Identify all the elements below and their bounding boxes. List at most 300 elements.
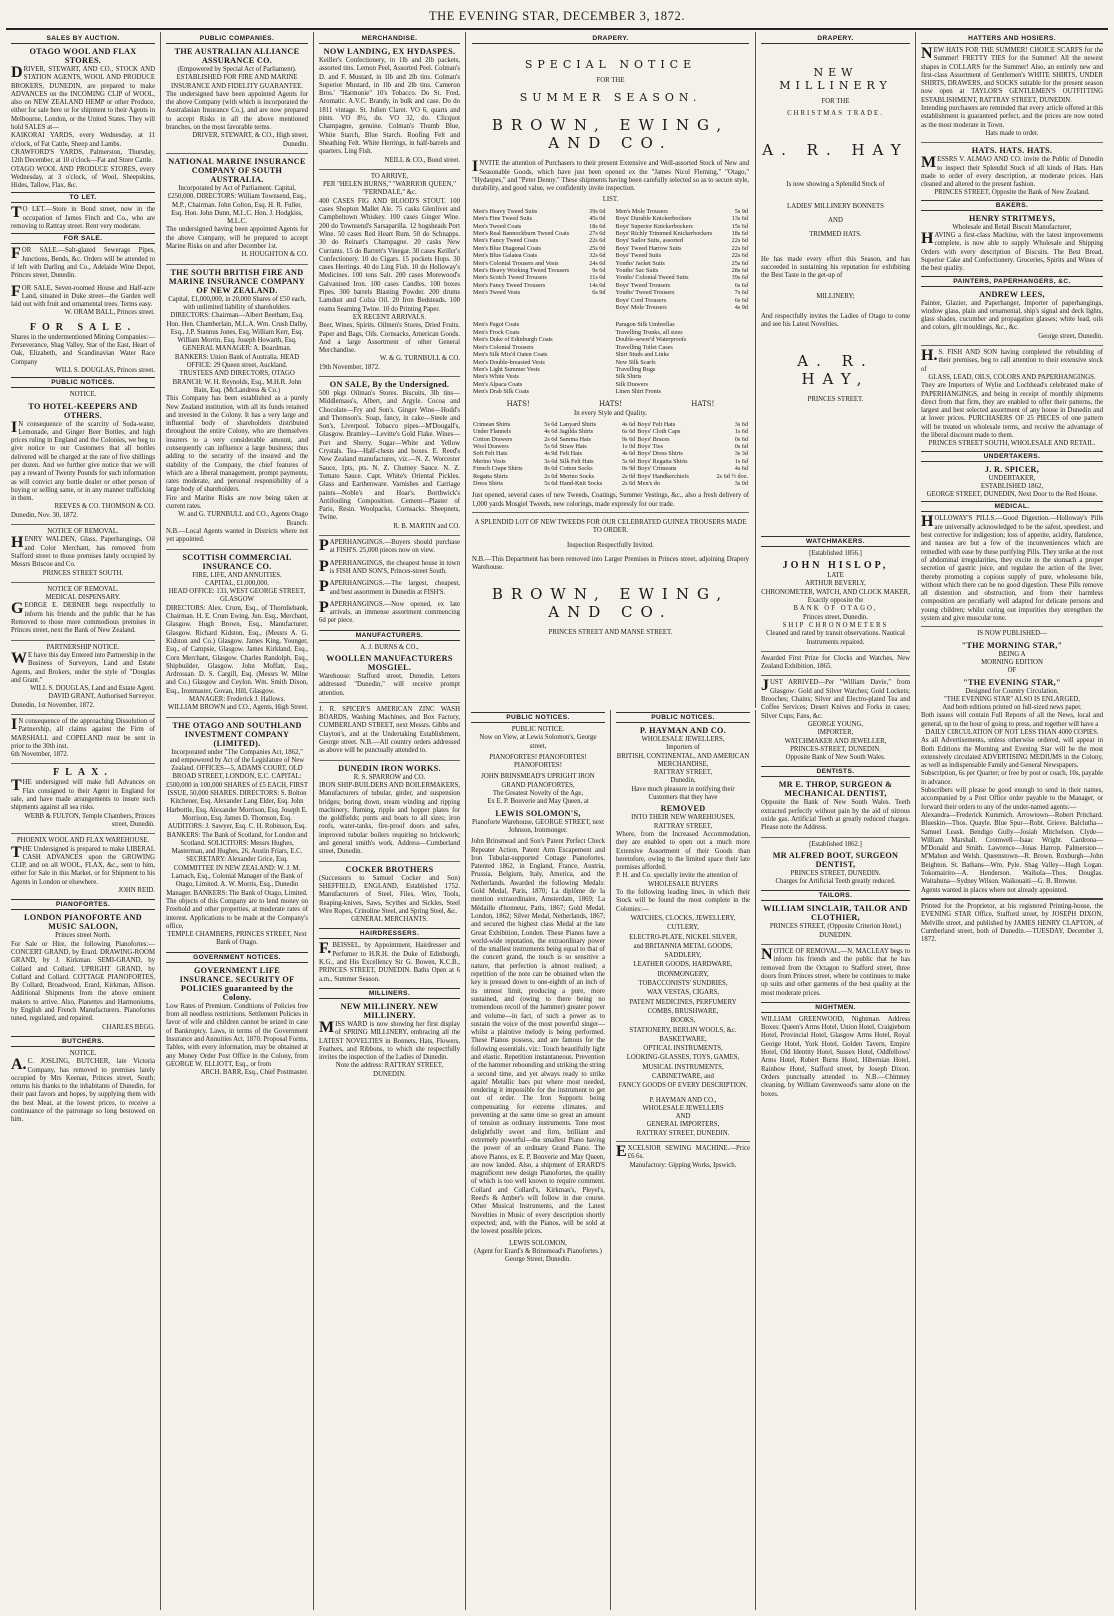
- ad-address: PRINCES STREET.: [807, 395, 864, 403]
- price-list-men: [472, 208, 607, 297]
- christmas-trade: CHRISTMAS TRADE.: [787, 110, 884, 118]
- ad-note: N.B.—Local Agents wanted in Districts where not yet appointed.: [166, 527, 308, 544]
- item-name: Samma Hats: [559, 435, 591, 443]
- list-row: [615, 388, 750, 395]
- ad-subtitle: GLASS, LEAD, OILS, COLORS AND PAPERHANGINGS.: [928, 373, 1096, 381]
- list-row: [472, 282, 607, 289]
- ad-body: FOR SALE.—Salt-glazed Sewerage Pipes, Junctions, Bends, &c. Orders will be attended to if left with Darling and Co., Adelaide Wine Depot, Princes street, Dunedin.: [11, 245, 155, 280]
- section-header-undertakers: UNDERTAKERS.: [921, 451, 1103, 462]
- list-row: [472, 336, 607, 343]
- item-name: Men's Fancy Tweed Trousers: [473, 281, 546, 289]
- list-row: [472, 465, 749, 472]
- hayman-lines: [616, 915, 750, 1091]
- ad-address: Note the address: RATTRAY STREET, DUNEDIN.: [335, 1062, 444, 1078]
- item-name: Straw Hats: [559, 443, 587, 451]
- section-header-public-notices: PUBLIC NOTICES.: [471, 712, 605, 723]
- item-price: 4s 6d: [622, 450, 636, 458]
- list-row: [472, 289, 607, 296]
- ad-address: GEORGE STREET, DUNEDIN, Next Door to the Red House.: [926, 491, 1098, 499]
- merchandise-line: WAX VESTAS, CIGARS,: [646, 989, 720, 997]
- item-price: 6s 6d: [734, 296, 748, 304]
- merchandise-line: ELECTRO-PLATE, NICKEL SILVER,: [629, 933, 737, 941]
- item-price: 3s 6d: [544, 457, 558, 465]
- column-hayman: [611, 710, 756, 1610]
- ad-signature: CHARLES BEGG.: [102, 1023, 155, 1031]
- ad-body: Keiller's Confectionery, in 1lb and 2lb packets, assorted tins. Lemon Peel, Assorted Peel. Colman's D. and F. Mustard, in 1lb and 2lb tins. Colman's Superior Mustard, in 1lb and 2lb tins. Cameron Bros.' "Harmonie" 10's Tobacco. Do St. Fred, Aromatic. A.V.C. Brandy, in bulk and case. Do do 1811 vintage. St. Julien Claret. VO 6, quarts and pints. VO 8½, do. VO 32, do. Clicquot Champagne, genuine. Colman's Thumb Blue, White Starch, Blue Starch. Roofing Felt and Sheathing Felt. White Herrings, in half-barrels and quarters. Ling Fish.: [319, 57, 460, 156]
- section-header-auction: SALES BY AUCTION.: [11, 34, 155, 44]
- ad-date: 6th November, 1872.: [11, 751, 69, 759]
- hats-label: HATS!: [598, 399, 623, 408]
- ad-signature: W. & G. TURNBULL & CO.: [379, 355, 460, 363]
- ad-body: WILLIAM GREENWOOD, Nightman. Address Boxes: Queen's Arms Hotel, Union Hotel, Craigieburn Hotel, Provincial Hotel, Glasgow Arms Hotel, Royal George Hotel, York Hotel, Golden Tavern, Empire Hotel, Old Identity Hotel, Sussex Hotel, Oddfellows' Arms Hotel, Robert Burns Hotel, Hibernian Hotel, Rainbow Hotel, Stafford street, by Joseph Dixon. Orders punctually attended to. N.B.—Chimney cleaning, by William Greenwood's same alone on the boxes.: [761, 1015, 910, 1098]
- item-name: Youths' Jacket Suits: [615, 259, 665, 267]
- list-row: [472, 252, 607, 259]
- ad-title: THE SOUTH BRITISH FIRE AND MARINE INSURANCE COMPANY OF NEW ZEALAND.: [168, 267, 306, 295]
- section-header-medical: MEDICAL.: [921, 501, 1103, 512]
- section-header-pianofortes: PIANOFORTES.: [11, 899, 155, 910]
- list-row: [472, 237, 607, 244]
- item-name: New Silk Scarfs: [615, 358, 656, 366]
- ad-title: OTAGO WOOL AND FLAX STORES.: [29, 47, 137, 65]
- ad-body: Shares in the undermentioned Mining Companies:— Perseverance, Shag Valley, Star of the East, Heart of Oak, Elizabeth, and Scandinavian Water Race Company: [11, 333, 155, 366]
- merchandise-line: OPTICAL INSTRUMENTS,: [643, 1045, 723, 1053]
- ad-body: The undersigned having been appointed Agents for the above Company, will be prepared to accept Marine Risks on and after December 1st.: [166, 226, 308, 251]
- ad-body: Pianoforte Warehouse, GEORGE STREET, next Johnson, Ironmonger.: [471, 818, 605, 834]
- ad-body: Dunedin,: [670, 777, 696, 785]
- ad-body: OF: [1007, 667, 1017, 675]
- notice-title: PARTNERSHIP NOTICE.: [46, 643, 120, 651]
- item-price: 2s 6d: [544, 435, 558, 443]
- list-row: [472, 208, 607, 215]
- item-name: Men's Tweed Vests: [473, 289, 521, 297]
- list-row: [472, 245, 607, 252]
- item-name: Men's Blue Galatea Coats: [473, 252, 538, 260]
- ad-address: Princes street North.: [55, 932, 111, 940]
- ad-subtitle: MILLINERY;: [816, 292, 855, 300]
- section-header-milliners: MILLINERS.: [319, 988, 460, 999]
- ad-body: Ex E. P. Bouverie and May Queen, at: [487, 798, 589, 806]
- ad-body: PAPERHANGINGS.—Buyers should purchase at FISH'S. 25,000 pieces now on view.: [319, 537, 460, 555]
- item-price: 39s 6d: [731, 274, 748, 282]
- ad-signature: AND: [675, 1113, 691, 1121]
- list-row: [615, 223, 750, 230]
- item-price: 5s 6d: [544, 480, 558, 488]
- section-header-public-notices: PUBLIC NOTICES.: [616, 712, 750, 723]
- ad-signature: WILLIAM BROWN and CO., Agents, High Street.: [167, 704, 308, 712]
- item-price: 3s 0d: [734, 480, 748, 488]
- item-name: Men's Blue Diagonal Coats: [473, 244, 541, 252]
- list-row: [615, 245, 750, 252]
- item-name: French Crape Shirts: [473, 465, 523, 473]
- item-name: Lanyard Shirts: [559, 420, 597, 428]
- ad-subtitle: A SPLENDID LOT OF NEW TWEEDS FOR OUR CELEBRATED GUINEA TROUSERS MADE TO ORDER.: [474, 519, 747, 535]
- item-name: Boys' Cloth Caps: [637, 428, 681, 436]
- list-row: [472, 443, 749, 450]
- ad-subtitle: REMOVED: [660, 804, 706, 814]
- item-price: 2s 6d ½ doz.: [716, 472, 748, 480]
- item-price: 6s 6d: [734, 281, 748, 289]
- notice-title: PUBLIC NOTICE.: [511, 726, 565, 733]
- list-row: [615, 373, 750, 380]
- list-row: [472, 373, 607, 380]
- section-header-bakers: BAKERS.: [921, 200, 1103, 211]
- ad-subtitle: R. S. SPARROW and CO.: [353, 773, 426, 781]
- column-hatters: [916, 32, 1108, 1610]
- item-name: Boys' Durable Knickerbockers: [615, 215, 692, 223]
- item-price: 0s 6d: [734, 443, 748, 451]
- ad-subtitle: WHOLESALE BUYERS: [647, 880, 719, 888]
- ad-body: LATE: [827, 572, 844, 580]
- item-name: Hand-Knit Socks: [559, 480, 603, 488]
- item-name: Travelling Trunks, all sizes: [615, 328, 683, 336]
- item-price: 25s 0d: [589, 244, 606, 252]
- ad-signature: GENERAL IMPORTERS,: [646, 1121, 720, 1129]
- item-price: 2s 0d: [622, 472, 636, 480]
- ad-body: 500 pkgs Oilman's Stores. Biscuits, 3lb tins—Middlemass's, Albert, and Argyle. Cocoa and Chocolate—Fry and Son's. Ginger Wine—Hodd's and Thomson's. Soap, fancy, in cake—Steele and Son's, Liverpool. Tobacco pipes—M'Dougall's, Glasgow. Bramley—Levitte's Gold Flake. Wines—Port and Sherry. Sugar—White and Yellow Crystals. Tea—Half-chests and boxes. E. Reed's New Zealand manufactures, viz.—N. Z. Worcester Sauce, 1pts, pts. N. Z. Chutney Sauce. N. Z. Tomato Sauce. Capt. White's Oriental Pickles. Glass and Earthenware. Varnishes and Carriage paints—Noble's and Hoar's. Borthwick's Antifouling Composition. Cement—Plaster of Paris, Resin. Woolpacks, Cornsacks. Sheepnets, Twine.: [319, 389, 460, 522]
- new-millinery: NEW MILLINERY: [779, 66, 892, 92]
- ad-title: LEWIS SOLOMON'S,: [495, 808, 581, 818]
- price-list-boys: [615, 208, 750, 312]
- item-name: Boys' Tweed Suits: [615, 252, 662, 260]
- section-header-to-let: TO LET.: [11, 192, 155, 203]
- ad-address: PRINCES STREET, DUNEDIN.: [790, 869, 881, 877]
- list-row: [472, 480, 749, 487]
- ad-body: OTAGO WOOL AND PRODUCE STORES, every Wednesday, at 3 o'clock, of Wool, Sheepskins, Hides, Tallow, Flax, &c.: [11, 165, 155, 190]
- item-name: Youths' Colonial Tweed Suits: [615, 274, 689, 282]
- list-row: [615, 381, 750, 388]
- merchandise-line: MUSICAL INSTRUMENTS,: [642, 1063, 724, 1071]
- item-name: Men's Fine Tweed Suits: [473, 215, 533, 223]
- ad-title: TO ARRIVE,: [370, 172, 409, 180]
- ad-subtitle: LADIES' MILLINERY BONNETS: [787, 202, 884, 210]
- item-name: Jagilda Shirts: [559, 428, 593, 436]
- imprint: Printed for the Proprietor, at his registered Printing-house, the EVENING STAR Office, Stafford street, by JOSEPH DIXON, Melville street, and published by JAMES HENRY CLAPTON, of Cumberland street, both of Dunedin.—TUESDAY, December 3, 1872.: [921, 902, 1103, 944]
- merchandise-line: IRONMONGERY,: [657, 970, 709, 978]
- section-header-hairdressers: HAIRDRESSERS.: [319, 928, 460, 939]
- ad-title: "THE EVENING STAR,": [963, 677, 1061, 687]
- list-row: [472, 267, 607, 274]
- ad-address: Opposite Bank of New South Wales.: [785, 754, 886, 762]
- ad-body: A.C. JOSLING, BUTCHER, late Victoria Company, has removed to premises lately occupied by Mrs Keenan, Princes street, South; returns his thanks to the inhabitants of Dunedin, for their past favors and hopes, by supplying them with the best Meat, at the lowest prices, to receive a continuance of the patronage so long bestowed on him.: [11, 1056, 155, 1124]
- ad-note: Hats made to order.: [985, 129, 1039, 137]
- list-row: [615, 344, 750, 351]
- notice-subtitle: MEDICAL DISPENSARY.: [45, 594, 121, 602]
- list-row: [472, 450, 749, 457]
- ad-body: F.BEISSEL, by Appointment, Hairdresser and Perfumer to H.R.H. the Duke of Edinburgh, K.G., and His Excellency Sir G. Bowen, K.C.B., PRINCES STREET, DUNEDIN. Baths Open at 6 a.m., Summer Season.: [319, 940, 460, 983]
- ad-title: FOR SALE.: [29, 321, 137, 333]
- ad-title: HENRY STRITMEYS,: [968, 213, 1056, 223]
- coats-list: [472, 321, 607, 395]
- item-name: Merino Socks: [559, 472, 595, 480]
- item-name: Boys' Tweed Harrow Suits: [615, 244, 682, 252]
- section-header-watchmakers: WATCHMAKERS.: [761, 536, 910, 547]
- item-name: Silk Felt Hats: [559, 457, 594, 465]
- ad-body: IRON SHIP-BUILDERS AND BOILERMAKERS, Manufacturers of tubular, girder, and suspension bridges; boring down, steam winding and ripping machinery, fluming, ripple and hopper plates for the goldfields; punts and boats to all sizes; iron roofs, water-tanks, fire-proof doors and safes, improved tubular boilers requiring no brickwork; and general smith's work. Address—Cumberland street, Dunedin.: [319, 781, 460, 856]
- for-the: FOR THE: [821, 98, 850, 105]
- ad-body: HEAD OFFICE: 133, WEST GEORGE STREET, GLASGOW: [168, 588, 306, 604]
- ad-title: DUNEDIN IRON WORKS.: [338, 763, 441, 773]
- ad-title: ANDREW LEES,: [979, 289, 1045, 299]
- ad-signature: DRIVER, STEWART, & CO., High street, Dunedin.: [192, 132, 308, 148]
- ad-note: [Established 1856.]: [809, 549, 862, 557]
- ad-body: Just opened, several cases of new Tweeds, Coatings, Summer Vestings, &c., also a fresh delivery of 1,000 yards Mosgiel Tweeds, new colorings, made expressly for our trade.: [472, 492, 749, 508]
- list-label: LIST.: [602, 196, 619, 204]
- item-name: Men's Pagot Coats: [473, 321, 520, 329]
- item-name: Youths' Tweed Trousers: [615, 289, 675, 297]
- item-name: Men's do: [637, 480, 660, 488]
- ad-body: The Greatest Novelty of the Age,: [492, 790, 584, 798]
- ad-body: HAVING a first-class Machine, with the latest improvements complete, is now able to supply Wholesale and Shipping Orders with every description of Biscuits. The Best Bread, Superior Cake and Confectionery. Groceries, Spirits and Wines of the best quality.: [921, 230, 1103, 273]
- ad-body: To the following leading lines, in which their Stock will be found the most complete in the Colonies:—: [616, 889, 750, 913]
- item-price: 22s 6d: [731, 252, 748, 260]
- list-row: [615, 282, 750, 289]
- item-name: Men's Real Bannockburn Tweed Coats: [473, 230, 570, 237]
- section-header-public-companies: PUBLIC COMPANIES.: [166, 34, 308, 44]
- ad-body: THE undersigned will make full Advances on Flax consigned to their Agent in England for sale, and have made arrangements to insure such shipments against all sea risks.: [11, 777, 155, 812]
- ad-subtitle: Wholesale and Retail Biscuit Manufacturer,: [952, 223, 1072, 231]
- ad-body: As all Advertisements, unless otherwise ordered, will appear in Both Editions the Morning and Evening Star will be the most extensively circulated ADVERTISING MEDIUMS in the Colony, as well as indispensable Family and General Newspapers.: [921, 737, 1103, 770]
- ad-signature: WHOLESALE JEWELLERS: [642, 1104, 724, 1112]
- item-price: 9s 6d: [622, 435, 636, 443]
- ad-body: (Successors to Samuel Cocker and Son) SHEFFIELD, ENGLAND, Established 1752. Manufacturers of Steel, Files, Wire, Tools, Reaping-knives, Saws, Scythes and Sickles, Steel Wire Ropes, Crinoline Steel, and Spring Steel, &c.: [319, 874, 460, 915]
- ad-body: MISS WARD is now showing her first display of SPRING MILLINERY, embracing all the LATEST NOVELTIES in Bonnets, Hats, Flowers, Feathers, and Ribbons, to which she respectfully invites the inspection of the Ladies of Dunedin.: [319, 1018, 460, 1062]
- ad-subtitle: DAILY CIRCULATION OF NOT LESS THAN 4000 COPIES.: [925, 729, 1099, 736]
- item-name: Men's Mole Trousers: [615, 207, 668, 215]
- item-price: 2s 6d: [622, 480, 636, 488]
- ad-body: Importers of: [666, 744, 700, 752]
- ad-title: SCOTTISH COMMERCIAL INSURANCE CO.: [182, 552, 292, 571]
- item-price: 4s 9d: [544, 450, 558, 458]
- ad-title: LONDON PIANOFORTE AND MUSIC SALOON,: [24, 913, 142, 932]
- ad-title: P. HAYMAN AND CO.: [639, 726, 727, 735]
- ad-signature: WILL S. DOUGLAS, Princes street.: [55, 366, 155, 374]
- item-price: 18s 6d: [731, 230, 748, 237]
- item-name: Boys' Felt Hats: [637, 420, 676, 428]
- ad-date: Dunedin, Nov. 30, 1872.: [11, 511, 78, 519]
- item-name: Boys' Cord Trousers: [615, 296, 667, 304]
- ad-body: CRAWFORD'S YARDS, Palmerston, Thursday, 12th December, at 10 o'clock—Fat and Store Cattle.: [11, 148, 155, 165]
- ad-body: Intending purchasers are reminded that every article offered at this establishment is guaranteed perfect, and the prices are now noted as the most moderate in Town.: [921, 105, 1103, 129]
- item-price: 22s 6d: [731, 237, 748, 245]
- ad-body: J. R. SPICER'S AMERICAN ZINC WASH BOARDS, Washing Machines, and Box Factory, CUMBERLAND STREET, next Messrs. Gibbs and Clayton's, and at the Undertaking Establishment, George street. N.B.—All country orders addressed as above will be punctually attended to.: [319, 705, 460, 755]
- list-row: [472, 473, 749, 480]
- list-row: [615, 351, 750, 358]
- ad-title: JOHN HISLOP,: [782, 560, 889, 572]
- list-row: [472, 388, 607, 395]
- ad-title: WILLIAM SINCLAIR, TAILOR AND CLOTHIER,: [763, 904, 908, 923]
- item-name: Double-sewer'd Waterproofs: [615, 336, 687, 344]
- list-row: [472, 366, 607, 373]
- item-name: Boys' Regatta Shirts: [637, 457, 688, 465]
- ad-note: N.B.—This Department has been removed into Larger Premises in Princes street, adjoining Drapery Warehouse.: [472, 555, 749, 572]
- ad-signature: (Agent for Erard's & Brinsmead's Pianofortes.) George Street, Dunedin.: [474, 1247, 602, 1264]
- item-name: Men's Colonial Trousers and Vests: [473, 259, 559, 267]
- list-row: [472, 260, 607, 267]
- item-name: Men's White Vests: [473, 373, 519, 381]
- item-price: 9s 6d: [592, 267, 606, 275]
- item-name: Merino Vests: [473, 457, 506, 465]
- masthead: [6, 4, 1108, 30]
- list-row: [615, 267, 750, 274]
- masthead-title: THE EVENING STAR, DECEMBER 3, 1872.: [428, 8, 686, 23]
- item-name: Travelling Toilet Cases: [615, 343, 673, 351]
- ad-signature: W. and G. TURNBULL and CO., Agents Otago Branch.: [178, 511, 308, 527]
- ad-body: John Brinsmead and Son's Patent Perfect Check Repeater Action, Patent Arm Escapement and Iron Tubular-supported Cottage Pianofortes, Patented 1862, in England, France, Austria, Prussia, Belgium, Italy, America, and the Netherlands. Awarded the following Medals: Gold Medal, Paris, 1870; La diplôme de la mention extraordinaire, Amsterdam, 1869; La Médaille d'honneur, Paris, 1867; Gold Medal, London, 1862; Silver Medal, Netherlands, 1867; and secured the highest class Medal at the late Great Exhibition, London. These Pianos have a world-wide reputation, the extraordinary power of the smallest instruments being equal to that of the concert grand, the touch is so sensitive a nature, that perfection is almost realised; a repetition of the note can be obtained when the key is pressed down to one-eighth of an inch of its utmost limit, producing a pure, more sustained, and (owing to there being no tremendous recoil of the hammer) greater power and volume—in fact, of such a power as to sustain the voice of the most powerful singer—whilst a plaintive melody is being performed. These Pianos possess, and are famous for the following essentials, viz.: Touch beautifully light and elastic. Repetition instantaneous. Prevention of the hammer rebounding and striking the string a second time, and yet always ready to strike again! Metallic bars put where most needed, rendering it impossible for the instrument to get out of order. The Iron Supports being compensating for extreme climates, and preventing at the same time so great an amount of tension as ordinary instruments. Tone most delightfully sweet and firm, brilliant and extremely powerful—the smallest Piano having the power of an ordinary Grand Piano. The above Pianos, ex E. P. Bouverie and May Queen, are now landed. Also, a shipment of ERARD'S magnificent new design Pianofortes, the quality of which is too well known to require comment. Collard and Collard's, Kirkman's, Pleyel's, Reed's & Amber's will follow in due course. Other Musical Instruments, and the Latest Novelties in Music of every description shortly expected; and, with the Pianos, will be sold at the lowest possible prices.: [471, 838, 605, 1236]
- item-name: Linen Shirt Fronts: [615, 388, 661, 396]
- ad-body: TRUSTEES AND DIRECTORS, OTAGO BRANCH: W. H. Reynolds, Esq., M.H.R. John Bain, Esq. (McLandress & Co.): [172, 370, 302, 394]
- firm-name: BROWN, EWING, AND CO.: [491, 116, 730, 153]
- item-price: 0s 6d: [734, 435, 748, 443]
- ad-body: 400 CASES FIG AND BLOOD'S STOUT. 100 cases Shopton Mallet Ale. 75 casks Glenlivet and Campbeltown Whiskey. 100 cases Ginger Wine. 200 do Townsend's Sarsaparilla. 12 hogsheads Port Wine. 50 cases Red Heart Rum. 50 do Schnapps. 30 do Reinart's Champagne. 20 casks New Currants. 15 do Barrett's Vinegar. 30 cases Keiller's Confectionery. 10 do Cigars. 15 pockets Hops. 30 cases Herrings. 40 do Ling Fish. 10 do Holloway's Medicines. 100 tons Salt. 200 cases Morewood's Galvanised Iron. 100 cases Candles. 100 boxes Pipes. 300 barrels Blasting Powder. 200 drums Lamdust and Colza Oil. 20 Iron Bedsteads. 100 reams Seaming Twine. 10 do Printing Paper.: [319, 197, 460, 313]
- item-price: 2s 6d: [544, 472, 558, 480]
- ad-body: NEW HATS FOR THE SUMMER! CHOICE SCARFS for the Summer! FRETTY TIES for the Summer! All the newest shapes in COLLARS for the Summer! Also, an entirely new and first-class Assortment of Gentlemen's WHITE SHIRTS, UNDER SHIRTS, DRAWERS, and SOCKS suitable for the present season now open at TAYLOR'S GENTLEMEN'S OUTFITTING ESTABLISHMENT, RATTRAY STREET, DUNEDIN.: [921, 45, 1103, 104]
- ad-signature: ARCH. BARR, Esq., Chief Postmaster.: [200, 1069, 308, 1077]
- section-header-dentists: DENTISTS.: [761, 766, 910, 777]
- ad-address: PRINCES STREET SOUTH.: [42, 569, 124, 577]
- item-price: 27s 6d: [589, 230, 606, 237]
- item-name: Men's Silk Mix'd Oaten Coats: [473, 351, 548, 359]
- ad-body: The undersigned have been appointed Agents for the above Company (with which is incorporated the Australasian Insurance Co.), and are now prepared to accept Risks in all the above mentioned branches, on the most favorable terms.: [166, 90, 308, 132]
- ad-body: Cleaned and rated by transit observations. Nautical Instruments repaired.: [766, 630, 905, 646]
- list-row: [472, 436, 749, 443]
- item-name: Men's Heavy Working Tweed Trousers: [473, 267, 570, 275]
- ad-body: PAPERHANGINGS, the cheapest house in town is FISH AND SON'S, Princes-street South.: [319, 557, 460, 575]
- ad-title: WOOLLEN MANUFACTURERS MOSGIEL.: [326, 654, 453, 672]
- ad-body: Now on View, at Lewis Solomon's, George street,: [479, 734, 597, 750]
- merchandise-line: and BRITANNIA METAL GOODS,: [633, 942, 733, 950]
- ad-title: TO HOTEL-KEEPERS AND OTHERS.: [28, 401, 138, 420]
- item-price: 32s 6d: [589, 252, 606, 260]
- item-name: Men's Colonial Trousers: [473, 343, 534, 351]
- ad-title: FLAX.: [53, 767, 113, 779]
- ad-body: THE Undersigned is prepared to make LIBERAL CASH ADVANCES upon the GROWING CLIP, and on all WOOL, FLAX, &c., sent to him, either for Sale in this Market, or for Shipment to his Agents in London or elsewhere.: [11, 843, 155, 886]
- list-row: [615, 274, 750, 281]
- ad-body: Manufactory: Gipping Works, Ipswich.: [629, 1161, 737, 1169]
- column-auction: [6, 32, 161, 1610]
- section-header-government: GOVERNMENT NOTICES.: [166, 952, 308, 963]
- ad-body: Incorporated under "The Companies Act, 1862," and empowered by Act of the Legislature of New Zealand. OFFICES—5, ADAMS COURT, OLD BROAD STREET, LONDON, E.C. CAPITAL: £500,000 in 100,000 SHARES of £5 EACH, FIRST ISSUE, 50,000 SHARES. DIRECTORS: S. Bolton Kitchener, Esq. Alexander Lang Elder, Esq. John Harbottle, Esq. Alexander Morrison, Esq. Joseph E. Morrison, Esq. James D. Thomson, Esq. AUDITORS: J. Sawyer, Esq. C. H. Robinson, Esq. BANKERS: The Bank of Scotland, for London and Scotland. SOLICITORS: Messrs Hughes, Masterman, and Hughes, 26, Austin Friars, E.C. SECRETARY: Alexander Grice, Esq. COMMITTEE IN NEW ZEALAND: W. J. M. Larnach, Esq., Colonial Manager of the Bank of Otago, Limited. A. W. Morris, Esq., Dunedin Manager. BANKERS: The Bank of Otago, Limited.: [166, 748, 308, 897]
- item-price: 6s 6d: [622, 428, 636, 436]
- ad-subtitle: PER "HELEN BURNS," "WARRIOR QUEEN," "FERNDALE," &c.: [322, 181, 457, 197]
- ad-address: PRINCES STREET, Opposite the Bank of New Zealand.: [934, 189, 1090, 197]
- ad-body: WE have this day Entered into Partnership in the Business of Surveyors, Land and Estate Agents, and Brokers, under the style of "Douglas and Grant.": [11, 649, 155, 684]
- ad-body: NOTICE OF REMOVAL.—N. MACLEAY begs to inform his friends and the public that he has removed from the Octagon to Stafford street, three doors from Princes street, where he continues to make up suits and other garments of the best quality at the most moderate prices.: [761, 946, 910, 997]
- drapery-section: [466, 32, 756, 708]
- ad-title: HATS. HATS. HATS.: [971, 146, 1053, 156]
- list-row: [615, 230, 750, 237]
- ad-subtitle: ARTHUR BEVERLY,: [805, 580, 866, 588]
- ad-subtitle: BANK OF OTAGO,: [793, 605, 878, 613]
- item-name: Cotton Drawers: [473, 435, 513, 443]
- list-row: [472, 458, 749, 465]
- list-row: [615, 215, 750, 222]
- item-price: 3s 3d: [734, 450, 748, 458]
- item-price: 18s 6d: [589, 222, 606, 230]
- ad-body: JUST ARRIVED—Per "William Davie," from Glasgow: Gold and Silver Watches; Gold Lockets; Brooches; Chains; Silver and Electro-plated Tea and Coffee Services; Desert Knives and Forks in cases; Silver Cups; Fans, &c.: [761, 677, 910, 720]
- ad-body: They are Importers of Wylie and Lochhead's celebrated make of PAPERHANGINGS, and being in receipt of monthly shipments direct from that firm, they are enabled to offer their patterns, the largest and best selected assortment of any house in Dunedin and at lower prices. PURCHASERS OF 25 PIECES of one pattern will be treated on wholesale terms, and receive the advantage of the liberal discount made to them.: [921, 382, 1103, 439]
- ad-address: George street, Dunedin.: [1038, 332, 1103, 340]
- merchandise-line: BOOKS,: [670, 1017, 696, 1025]
- ad-subtitle: SHIP CHRONOMETERS: [782, 621, 889, 629]
- list-row: [615, 304, 750, 311]
- item-name: Cotton Socks: [559, 465, 593, 473]
- ad-subtitle: UNDERTAKER,: [988, 474, 1036, 482]
- list-row: [472, 428, 749, 435]
- ad-body: The objects of this Company are to lend money on Freehold and other properties, at moderate rates of interest. Applications to be made at the Company's office,: [166, 897, 308, 930]
- list-row: [615, 208, 750, 215]
- item-name: Regatta Shirts: [473, 472, 508, 480]
- ad-signature: RATTRAY STREET, DUNEDIN.: [636, 1129, 730, 1137]
- item-name: Silk Shirts: [615, 373, 642, 381]
- ad-title: ON SALE, By the Undersigned.: [329, 379, 450, 389]
- item-price: 24s 6d: [589, 259, 606, 267]
- merchandise-line: PATENT MEDICINES, PERFUMERY: [629, 998, 737, 1006]
- ad-signature: TEMPLE CHAMBERS, PRINCES STREET, Next Bank of Otago.: [167, 931, 307, 947]
- list-row: [615, 329, 750, 336]
- item-name: Men's Light Summer Vests: [473, 365, 540, 373]
- notice-title: NOTICE OF REMOVAL.: [47, 528, 119, 536]
- item-name: Men's Fancy Tweed Coats: [473, 237, 539, 245]
- section-header-public-notices: PUBLIC NOTICES.: [11, 377, 155, 388]
- column-merchandise: [314, 32, 466, 1610]
- ad-signature: NEILL & CO., Bond street.: [384, 156, 460, 164]
- section-header-painters: PAINTERS, PAPERHANGERS, &C.: [921, 276, 1103, 287]
- merchandise-line: FANCY GOODS OF EVERY DESCRIPTION.: [618, 1082, 748, 1090]
- ad-title: NEW MILLINERY. NEW MILLINERY.: [340, 1001, 439, 1020]
- ad-subtitle: CHRONOMETER, WATCH, AND CLOCK MAKER,: [761, 588, 910, 596]
- list-row: [472, 230, 607, 237]
- ad-body: Exactly opposite the: [807, 597, 864, 605]
- item-name: Dress Shirts: [473, 480, 504, 488]
- ad-subtitle: TRIMMED HATS.: [809, 231, 862, 239]
- item-price: 5s 6d: [622, 457, 636, 465]
- ad-signature: W. ORAM BALL, Princes street.: [64, 309, 155, 317]
- item-price: 39s 6d: [589, 207, 606, 215]
- ad-body: Both issues will contain Full Reports of all the News, local and general, up to the hour of going to press, and together will have a: [921, 712, 1103, 728]
- ad-subtitle: CAPITAL, £1,000,000.: [205, 579, 269, 587]
- ad-body: GEORGE E. DEBNER begs respectfully to inform his friends and the public that he has Removed to those more commodious premises in Princes street, next the Bank of New Zealand.: [11, 600, 155, 635]
- item-price: 5s 9d: [734, 207, 748, 215]
- ad-title: NATIONAL MARINE INSURANCE COMPANY OF SOUTH AUSTRALIA.: [168, 156, 306, 184]
- goods-lists: [472, 321, 749, 395]
- hats-label: HATS!: [691, 399, 715, 408]
- ad-address: PRINCES STREET, (Opposite Criterion Hotel,) DUNEDIN.: [769, 923, 902, 939]
- summer-season: SUMMER SEASON.: [519, 91, 702, 105]
- notice-title: NOTICE OF REMOVAL.: [47, 585, 119, 593]
- ad-title: "THE MORNING STAR,": [961, 640, 1063, 650]
- item-name: Boys' Handkerchiefs: [637, 472, 689, 480]
- ad-body: PAPERHANGINGS.—Now opened, ex late arrivals, an immense assortment commencing 6d per piece.: [319, 598, 460, 625]
- item-name: Wool Drawers: [473, 443, 509, 451]
- ad-subtitle: JOHN BRINSMEAD'S UPRIGHT IRON GRAND PIANOFORTES,: [481, 773, 595, 789]
- item-price: 7s 6d: [734, 289, 748, 297]
- ad-signature: LEWIS SOLOMON,: [509, 1239, 567, 1247]
- column-public-companies: [161, 32, 314, 1610]
- notice-title: PHOENIX WOOL AND FLAX WAREHOUSE.: [16, 837, 150, 845]
- item-price: 8s 6d: [544, 465, 558, 473]
- ad-body: Is now showing a Splendid Stock of: [786, 180, 885, 188]
- item-price: 4s 6d: [734, 465, 748, 473]
- ad-body: Warehouse: Stafford street, Dunedin. Letters addressed "Dunedin," will receive prompt attention.: [319, 673, 460, 697]
- ad-signature: JOHN REID.: [118, 887, 155, 895]
- item-name: Boys' Richly Trimmed Knickerbockers: [615, 230, 713, 237]
- list-row: [472, 381, 607, 388]
- ad-signature: R. B. MARTIN and CO.: [393, 522, 460, 530]
- ad-note: IS NOW PUBLISHED—: [977, 630, 1047, 638]
- section-header-nightmen: NIGHTMEN.: [761, 1002, 910, 1013]
- ad-signature: WILL S. DOUGLAS, Land and Estate Agent. DAVID GRANT, Authorised Surveyor.: [30, 685, 155, 701]
- ad-body: HENRY WALDEN, Glass, Paperhangings, Oil and Color Merchant, has removed from Stafford street to those premises lately occupied by Messrs Briscoe and Co.: [11, 534, 155, 569]
